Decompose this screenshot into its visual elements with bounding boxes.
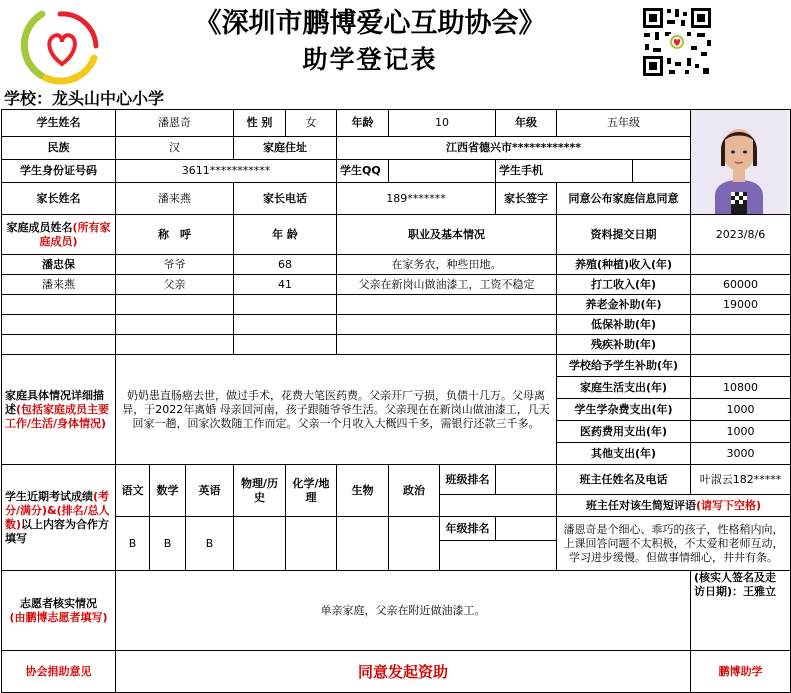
age-label: 年龄 (337, 110, 389, 137)
grade-rank-label: 年级排名 (440, 517, 496, 541)
score-physics-history[interactable] (234, 517, 286, 571)
id-number-label: 学生身份证号码 (2, 160, 116, 183)
situation-note: (包括家庭成员主要工作/生活/身体情况) (5, 402, 110, 430)
living-expense-value[interactable]: 10800 (691, 377, 791, 399)
form-subtitle: 助学登记表 (302, 45, 438, 74)
subject-math: 数学 (150, 465, 186, 517)
grade-rank-spacer (440, 541, 557, 571)
student-phone-label: 学生手机 (496, 160, 633, 183)
medical-expense-value[interactable]: 1000 (691, 421, 791, 443)
medical-expense-label: 医药费用支出(年) (557, 421, 691, 443)
member-name[interactable] (2, 335, 116, 355)
volunteer-label: 志愿者核实情况 (20, 596, 97, 610)
donation-opinion-value[interactable]: 同意发起资助 (116, 651, 691, 693)
teacher-comment-text[interactable]: 潘恩奇是个细心、乖巧的孩子，性格稍内向，上课回答问题不太积极，不太爱和老师互动，学习进步缓慢。但做事情细心，井井有条。 (557, 517, 791, 571)
member-name[interactable]: 潘忠保 (2, 255, 116, 275)
id-number-value[interactable]: 3611*********** (116, 160, 337, 183)
subject-biology: 生物 (337, 465, 389, 517)
student-qq-label: 学生QQ (337, 160, 389, 183)
farm-income-value[interactable] (691, 255, 791, 275)
student-name-label: 学生姓名 (2, 110, 116, 137)
family-member-label: 家庭成员姓名 (6, 220, 73, 234)
member-relation[interactable]: 爷爷 (116, 255, 234, 275)
submit-date-value[interactable]: 2023/8/6 (691, 215, 791, 255)
student-qq-value[interactable] (389, 160, 496, 183)
class-rank-value[interactable] (496, 465, 557, 495)
organization-name: 鹏博助学 (691, 651, 791, 693)
school-name: 学校：龙头山中心小学 (4, 89, 165, 108)
association-logo (20, 6, 104, 84)
pension-value[interactable]: 19000 (691, 295, 791, 315)
disability-label: 残疾补助(年) (557, 335, 691, 355)
grade-rank-value[interactable] (496, 517, 557, 541)
subject-politics: 政治 (389, 465, 440, 517)
address-value[interactable]: 江西省德兴市************ (337, 137, 691, 160)
member-job[interactable] (337, 335, 557, 355)
ethnic-label: 民族 (2, 137, 116, 160)
volunteer-header (2, 571, 116, 651)
member-name[interactable] (2, 315, 116, 335)
subject-physics-history: 物理/历史 (234, 465, 286, 517)
member-age[interactable] (234, 295, 337, 315)
score-chemistry-geography[interactable] (286, 517, 337, 571)
member-job[interactable] (337, 315, 557, 335)
situation-text[interactable]: 奶奶患直肠癌去世，做过手术，花费大笔医药费。父亲开厂亏损，负债十几万。父母离异，于2022年离婚 母亲回河南，孩子跟随爷爷生活。父亲现在在新岗山做油漆工，几天回家一趟，回家次数随工作而定。父亲一个月收入大概四千多，需银行还款三千多。 (116, 355, 557, 465)
exam-label: 学生近期考试成绩 (5, 489, 93, 503)
member-relation[interactable]: 父亲 (116, 275, 234, 295)
low-income-label: 低保补助(年) (557, 315, 691, 335)
subject-chinese: 语文 (116, 465, 150, 517)
teacher-label: 班主任姓名及电话 (557, 465, 691, 495)
parent-name-label: 家长姓名 (2, 183, 116, 215)
member-age-header: 年 龄 (234, 215, 337, 255)
member-job[interactable]: 在家务农，种些田地。 (337, 255, 557, 275)
age-value[interactable]: 10 (389, 110, 496, 137)
work-income-value[interactable]: 60000 (691, 275, 791, 295)
other-expense-value[interactable]: 3000 (691, 443, 791, 465)
form-title: 《深圳市鹏博爱心互助协会》 (194, 8, 546, 39)
work-income-label: 打工收入(年) (557, 275, 691, 295)
student-phone-value[interactable] (633, 160, 691, 183)
score-english[interactable]: B (186, 517, 234, 571)
parent-name-value[interactable]: 潘来燕 (116, 183, 234, 215)
volunteer-text[interactable]: 单亲家庭，父亲在附近做油漆工。 (116, 571, 691, 651)
class-rank-label: 班级排名 (440, 465, 496, 495)
family-member-note: (所有家庭成员) (39, 220, 111, 248)
ethnic-value[interactable]: 汉 (116, 137, 234, 160)
member-name[interactable] (2, 295, 116, 315)
school-subsidy-label: 学校给予学生补助(年) (557, 355, 691, 377)
situation-header (2, 355, 116, 465)
score-math[interactable]: B (150, 517, 186, 571)
donation-opinion-label: 协会捐助意见 (2, 651, 116, 693)
student-photo (691, 110, 791, 215)
qr-code-icon[interactable] (641, 6, 713, 78)
consent-label: 同意公布家庭信息同意 (557, 183, 691, 215)
low-income-value[interactable] (691, 315, 791, 335)
gender-value[interactable]: 女 (286, 110, 337, 137)
pension-label: 养老金补助(年) (557, 295, 691, 315)
exam-fill-note: 以上内容为合作方填写 (5, 517, 110, 545)
tuition-expense-value[interactable]: 1000 (691, 399, 791, 421)
comment-note: (请写下空格) (695, 498, 762, 512)
comment-header (557, 495, 791, 517)
member-job[interactable]: 父亲在新岗山做油漆工，工资不稳定 (337, 275, 557, 295)
school-subsidy-value[interactable] (691, 355, 791, 377)
verifier-sign[interactable]: (核实人签名及走访日期)：王雅立 (691, 571, 791, 651)
subject-english: 英语 (186, 465, 234, 517)
teacher-value[interactable]: 叶淑云182***** (691, 465, 791, 495)
gender-label: 性 别 (234, 110, 286, 137)
situation-label: 家庭具体情况详细描述 (5, 388, 104, 416)
parent-phone-value[interactable]: 189******* (337, 183, 496, 215)
member-age[interactable] (234, 315, 337, 335)
member-age[interactable]: 41 (234, 275, 337, 295)
grade-label: 年级 (496, 110, 557, 137)
member-relation[interactable] (116, 335, 234, 355)
farm-income-label: 养殖(种植)收入(年) (557, 255, 691, 275)
member-job[interactable] (337, 295, 557, 315)
comment-label: 班主任对该生简短评语 (585, 498, 696, 512)
parent-sign-label: 家长签字 (496, 183, 557, 215)
submit-date-label: 资料提交日期 (557, 215, 691, 255)
class-rank-spacer (440, 495, 557, 517)
family-member-header (2, 215, 116, 255)
score-chinese[interactable]: B (116, 517, 150, 571)
disability-value[interactable] (691, 335, 791, 355)
member-age[interactable]: 68 (234, 255, 337, 275)
score-politics[interactable] (389, 517, 440, 571)
member-name[interactable]: 潘来燕 (2, 275, 116, 295)
exam-header (2, 465, 116, 571)
address-label: 家庭住址 (234, 137, 337, 160)
grade-value[interactable]: 五年级 (557, 110, 691, 137)
tuition-expense-label: 学生学杂费支出(年) (557, 399, 691, 421)
relation-header: 称 呼 (116, 215, 234, 255)
registration-form-table (1, 109, 791, 693)
student-name-value[interactable]: 潘恩奇 (116, 110, 234, 137)
parent-phone-label: 家长电话 (234, 183, 337, 215)
subject-chemistry-geography: 化学/地理 (286, 465, 337, 517)
volunteer-note: (由鹏博志愿者填写) (9, 610, 108, 624)
member-relation[interactable] (116, 295, 234, 315)
other-expense-label: 其他支出(年) (557, 443, 691, 465)
member-age[interactable] (234, 335, 337, 355)
exam-note: (考分/满分)&(排名/总人数) (5, 489, 110, 531)
score-biology[interactable] (337, 517, 389, 571)
job-header: 职业及基本情况 (337, 215, 557, 255)
living-expense-label: 家庭生活支出(年) (557, 377, 691, 399)
member-relation[interactable] (116, 315, 234, 335)
